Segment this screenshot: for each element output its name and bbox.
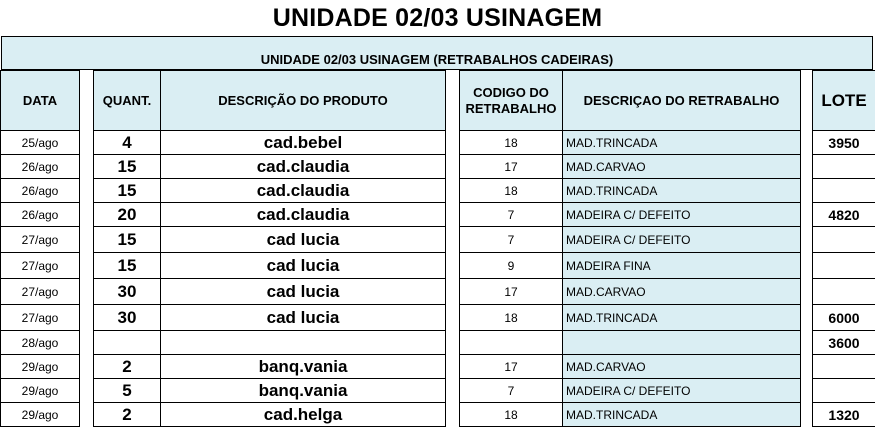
cell-lot: 6000 [812, 304, 875, 331]
header-lot: LOTE [812, 70, 875, 131]
cell-code: 9 [459, 252, 563, 279]
header-code: CODIGO DO RETRABALHO [459, 70, 563, 131]
cell-lot [812, 378, 875, 403]
table-subtitle: UNIDADE 02/03 USINAGEM (RETRABALHOS CADEIRAS) [1, 36, 873, 70]
cell-code: 7 [459, 202, 563, 227]
cell-code: 17 [459, 354, 563, 379]
cell-desc: MAD.TRINCADA [562, 304, 801, 331]
cell-product: cad.helga [160, 402, 446, 427]
cell-date: 28/ago [0, 330, 80, 355]
cell-date: 27/ago [0, 278, 80, 305]
cell-lot: 4820 [812, 202, 875, 227]
cell-desc: MAD.TRINCADA [562, 130, 801, 155]
cell-qty [93, 330, 161, 355]
cell-code: 18 [459, 178, 563, 203]
cell-code: 17 [459, 278, 563, 305]
cell-qty: 15 [93, 252, 161, 279]
cell-desc: MAD.TRINCADA [562, 402, 801, 427]
cell-code: 7 [459, 226, 563, 253]
cell-desc: MAD.CARVAO [562, 354, 801, 379]
cell-lot: 1320 [812, 402, 875, 427]
header-product: DESCRIÇÃO DO PRODUTO [160, 70, 446, 131]
cell-date: 27/ago [0, 252, 80, 279]
cell-qty: 15 [93, 154, 161, 179]
cell-product: cad.claudia [160, 202, 446, 227]
cell-lot: 3950 [812, 130, 875, 155]
cell-product [160, 330, 446, 355]
cell-code: 18 [459, 402, 563, 427]
cell-lot [812, 252, 875, 279]
cell-product: cad.bebel [160, 130, 446, 155]
cell-product: cad.claudia [160, 178, 446, 203]
cell-qty: 15 [93, 226, 161, 253]
cell-qty: 2 [93, 354, 161, 379]
cell-code: 7 [459, 378, 563, 403]
cell-date: 27/ago [0, 226, 80, 253]
cell-qty: 30 [93, 304, 161, 331]
cell-desc: MAD.CARVAO [562, 278, 801, 305]
cell-desc: MAD.CARVAO [562, 154, 801, 179]
cell-date: 26/ago [0, 202, 80, 227]
cell-date: 25/ago [0, 130, 80, 155]
cell-product: cad lucia [160, 252, 446, 279]
cell-date: 29/ago [0, 378, 80, 403]
cell-product: cad lucia [160, 226, 446, 253]
cell-code [459, 330, 563, 355]
cell-lot [812, 278, 875, 305]
cell-date: 29/ago [0, 354, 80, 379]
cell-qty: 4 [93, 130, 161, 155]
cell-desc: MAD.TRINCADA [562, 178, 801, 203]
cell-date: 26/ago [0, 178, 80, 203]
cell-product: banq.vania [160, 354, 446, 379]
cell-qty: 2 [93, 402, 161, 427]
cell-lot [812, 226, 875, 253]
cell-code: 18 [459, 304, 563, 331]
cell-lot [812, 178, 875, 203]
header-qty: QUANT. [93, 70, 161, 131]
cell-lot [812, 154, 875, 179]
cell-qty: 5 [93, 378, 161, 403]
cell-desc: MADEIRA C/ DEFEITO [562, 378, 801, 403]
cell-qty: 15 [93, 178, 161, 203]
page-title: UNIDADE 02/03 USINAGEM [272, 3, 603, 32]
cell-code: 17 [459, 154, 563, 179]
header-desc: DESCRIÇAO DO RETRABALHO [562, 70, 801, 131]
cell-desc: MADEIRA C/ DEFEITO [562, 226, 801, 253]
cell-code: 18 [459, 130, 563, 155]
cell-date: 29/ago [0, 402, 80, 427]
cell-product: cad lucia [160, 278, 446, 305]
cell-product: cad.claudia [160, 154, 446, 179]
cell-qty: 30 [93, 278, 161, 305]
cell-product: banq.vania [160, 378, 446, 403]
cell-date: 26/ago [0, 154, 80, 179]
header-date: DATA [0, 70, 80, 131]
cell-date: 27/ago [0, 304, 80, 331]
cell-desc: MADEIRA C/ DEFEITO [562, 202, 801, 227]
cell-desc: MADEIRA FINA [562, 252, 801, 279]
cell-product: cad lucia [160, 304, 446, 331]
cell-lot [812, 354, 875, 379]
cell-desc [562, 330, 801, 355]
cell-qty: 20 [93, 202, 161, 227]
cell-lot: 3600 [812, 330, 875, 355]
